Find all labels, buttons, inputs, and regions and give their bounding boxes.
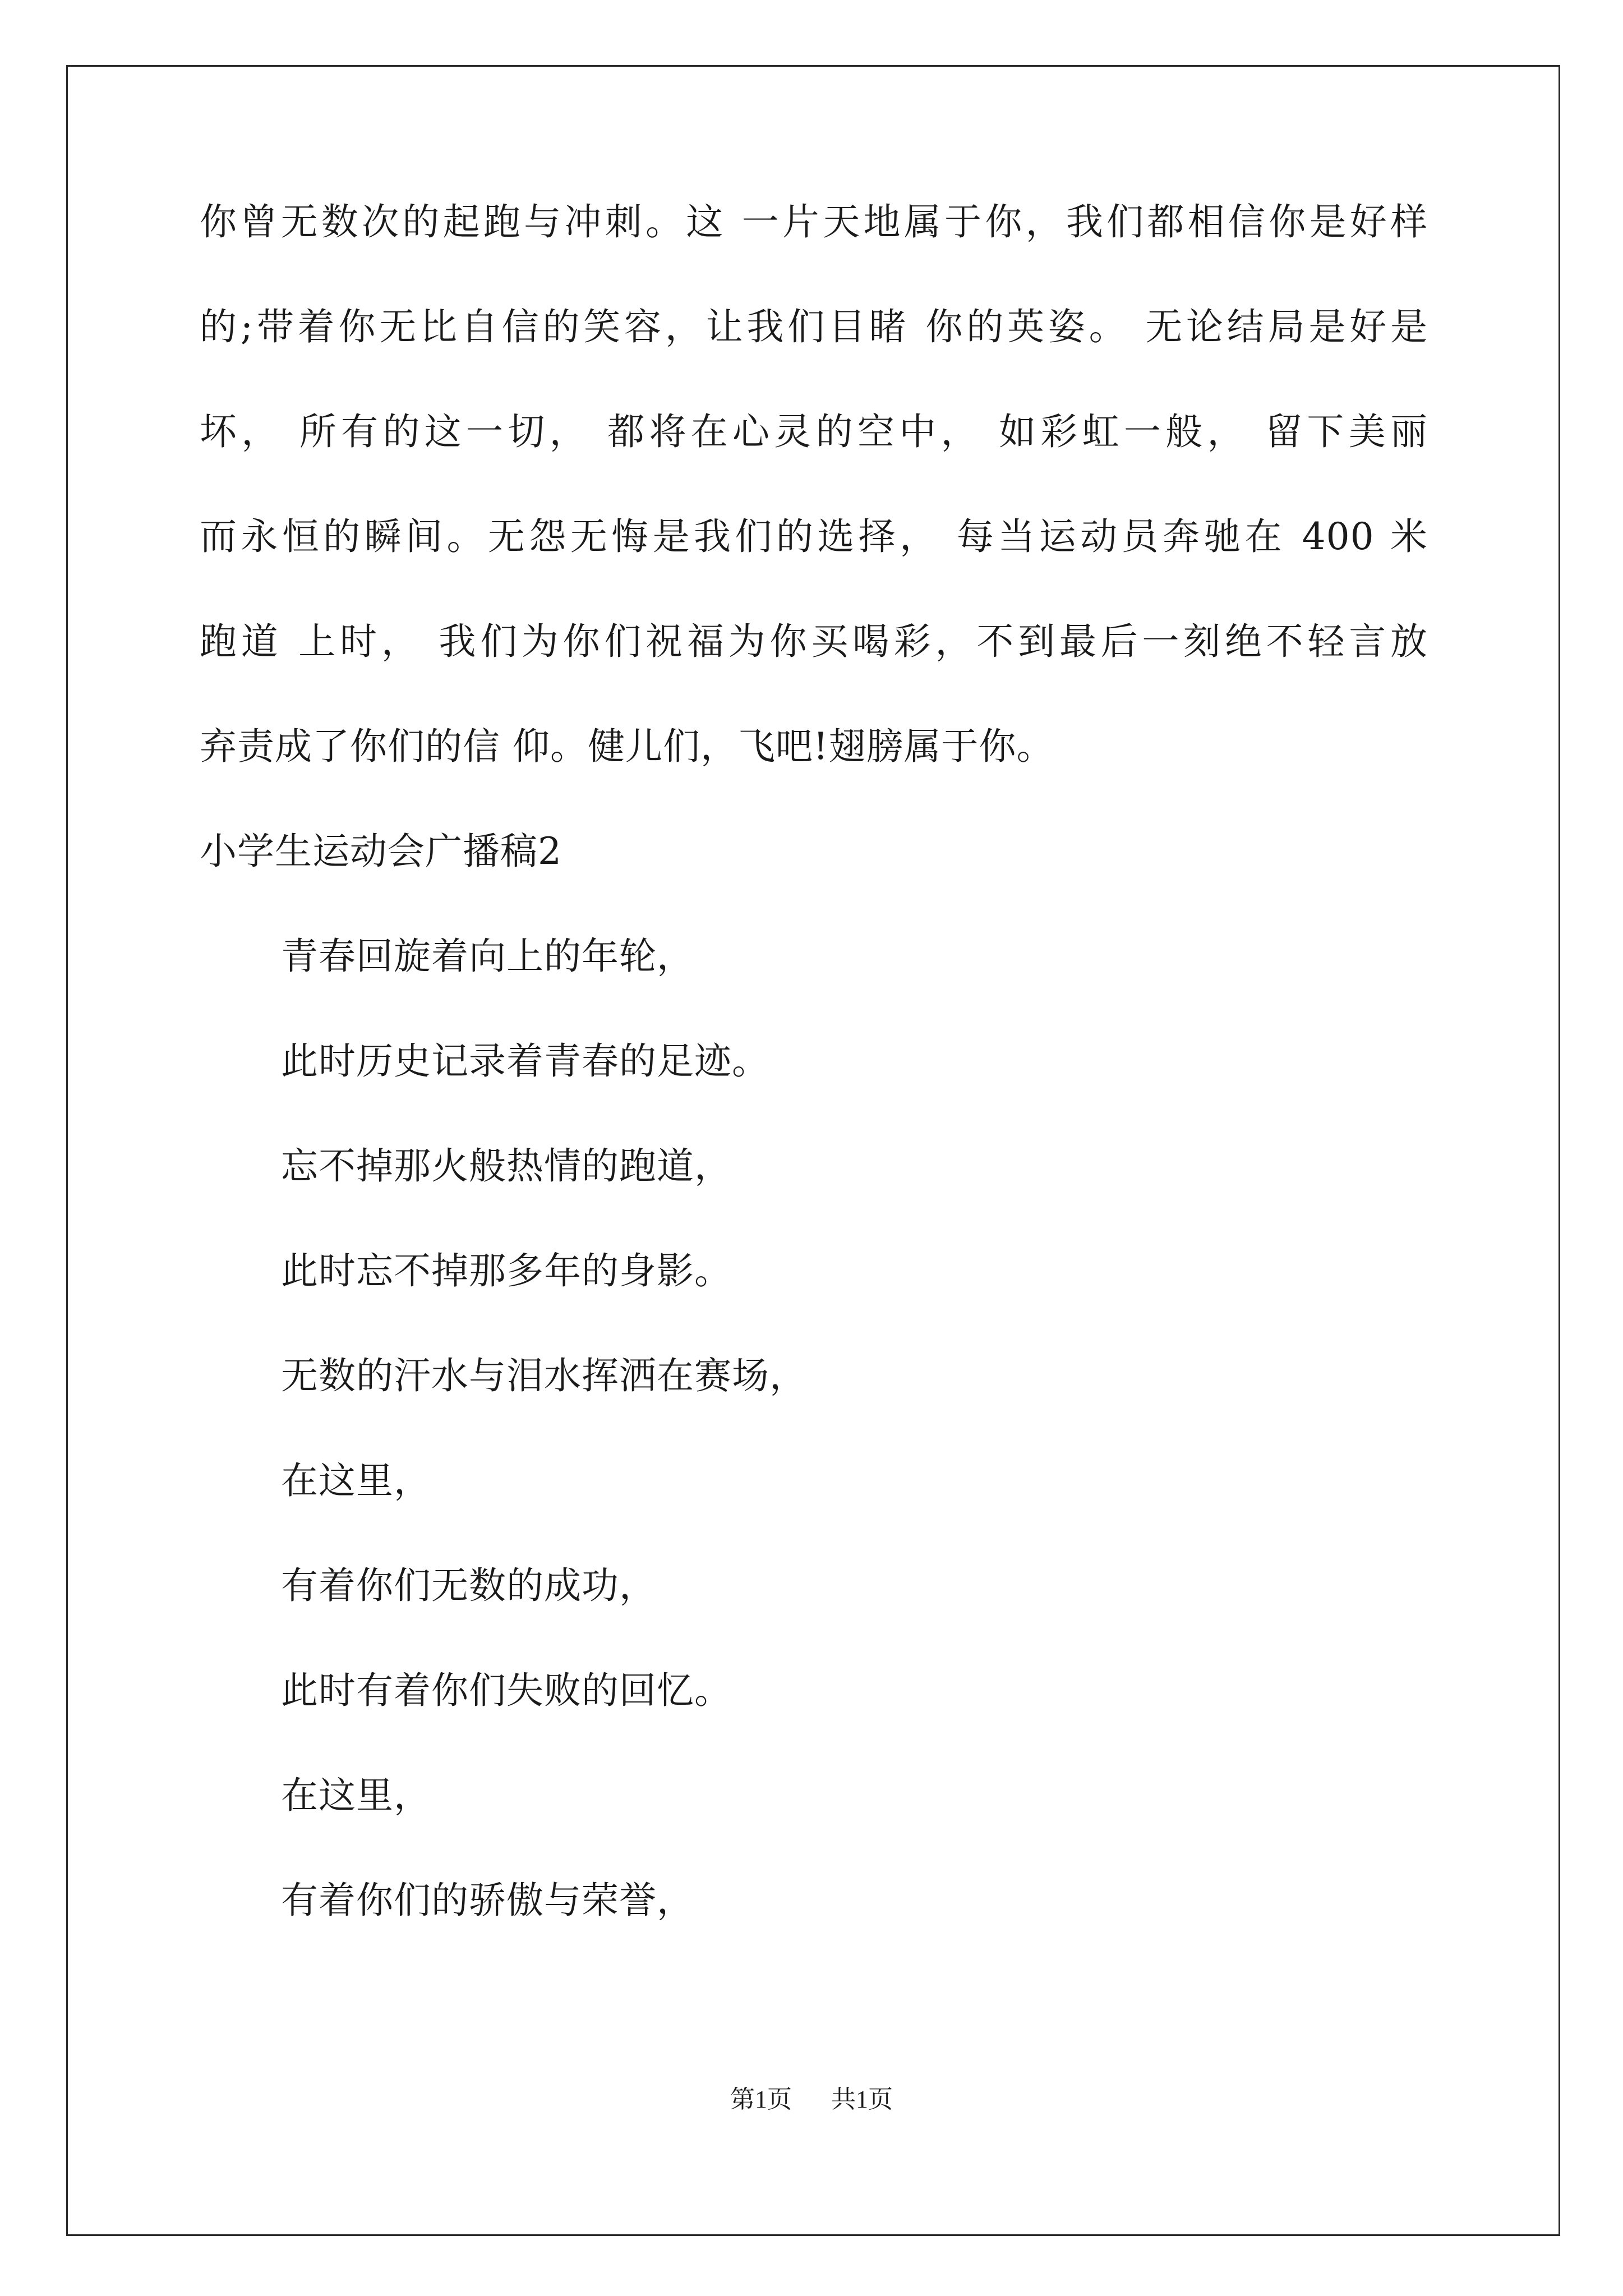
section-title: 小学生运动会广播稿2 <box>200 830 562 873</box>
poem-line: 有着你们的骄傲与荣誉， <box>281 1879 694 1922</box>
paragraph-line: 跑道 上时， 我们为你们祝福为你买喝彩，不到最后一刻绝不轻言放 <box>200 622 1428 662</box>
poem-line: 无数的汗水与泪水挥洒在赛场， <box>281 1354 807 1397</box>
page-footer <box>0 2086 1623 2114</box>
poem-line: 在这里， <box>281 1774 431 1817</box>
paragraph-line: 的;带着你无比自信的笑容，让我们目睹 你的英姿。 无论结局是好是 <box>200 307 1428 347</box>
page-total: 共1页 <box>831 2086 893 2113</box>
poem-line: 此时历史记录着青春的足迹。 <box>281 1039 769 1083</box>
document-body <box>200 202 1428 1985</box>
poem-line: 此时有着你们失败的回忆。 <box>281 1669 732 1712</box>
paragraph-line: 弃责成了你们的信 仰。健儿们，飞吧!翅膀属于你。 <box>200 725 1054 768</box>
poem-line: 忘不掉那火般热情的跑道， <box>281 1144 732 1188</box>
paragraph-line: 坏， 所有的这一切， 都将在心灵的空中， 如彩虹一般， 留下美丽 <box>200 412 1428 452</box>
paragraph-line: 你曾无数次的起跑与冲刺。这 一片天地属于你，我们都相信你是好样 <box>200 202 1428 242</box>
poem-line: 青春回旋着向上的年轮， <box>281 935 694 978</box>
paragraph-line: 而永恒的瞬间。无怨无悔是我们的选择， 每当运动员奔驰在 400 米 <box>200 517 1428 557</box>
poem-line: 在这里， <box>281 1459 431 1502</box>
poem-line: 有着你们无数的成功， <box>281 1564 657 1607</box>
page-number: 第1页 <box>730 2086 792 2113</box>
poem-line: 此时忘不掉那多年的身影。 <box>281 1249 732 1292</box>
